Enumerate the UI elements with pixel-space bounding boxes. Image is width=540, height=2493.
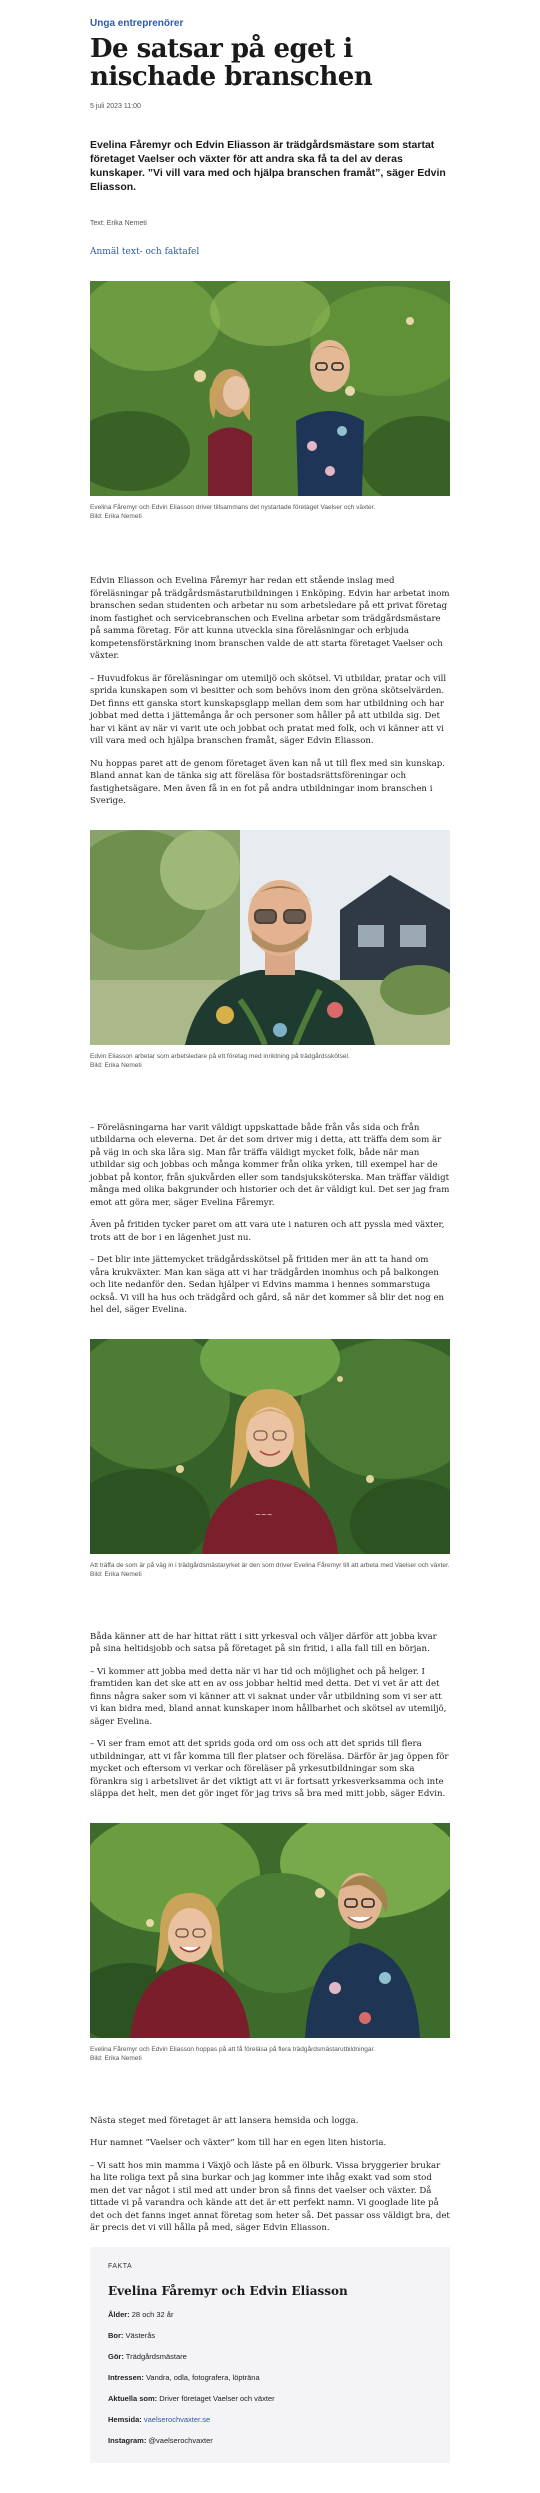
- report-error-link[interactable]: Anmäl text- och faktafel: [90, 247, 200, 257]
- figure-3: [90, 1339, 450, 1579]
- photo-woman-portrait[interactable]: [90, 1339, 450, 1554]
- article-lead: Evelina Fåremyr och Edvin Eliasson är trädgårdsmästare som startat företaget Vaelser och växter för att andra ska få ta del av deras kunskaper. ”Vi vill vara med och hjälpa branschen framåt”, säger Edvin Eliasson.: [90, 139, 446, 193]
- paragraph: Båda känner att de har hittat rätt i sitt yrkesval och väljer därför att jobba kvar på sina heltidsjobb och satsa på företaget på sin fritid, i alla fall till en början.: [90, 1631, 437, 1654]
- paragraph: – Vi satt hos min mamma i Växjö och läste på en ölburk. Vissa bryggerier brukar ha lite roliga text på sina burkar och jag kommer inte ihåg exakt vad som stod men det var något i stil med att under bron så finns det vaelser och växter. Då tittade vi på varandra och kände att det är ett perfekt namn. Vi googlade lite på det och det fanns inget annat företag som heter så. Det passar oss väldigt bra, det är precis det vi vill hålla på med, säger Edvin Eliasson.: [90, 2160, 450, 2233]
- paragraph: – Det blir inte jättemycket trädgårdsskötsel på fritiden mer än att ta hand om våra krukväxter. Man kan säga att vi har trädgården inomhus och på balkongen och lite nedanför den. Sedan hjälper vi Edvins mamma i hennes sommarstuga också. Vi vill ha hus och trädgård och gård, så när det kommer så blir det nog en hel del, säger Evelina.: [90, 1255, 445, 1315]
- byline: Text: Erika Nemeti: [90, 220, 147, 227]
- paragraph: Hur namnet ”Vaelser och växter” kom till har en egen liten historia.: [90, 2138, 387, 2148]
- article-body-section-3: [90, 1631, 450, 1801]
- publish-date: 5 juli 2023 11:00: [90, 103, 141, 110]
- facts-title: Evelina Fåremyr och Edvin Eliasson: [108, 2283, 348, 2298]
- figure-credit: Bild: Erika Nemeti: [90, 1570, 142, 1578]
- figure-4: [90, 1823, 450, 2063]
- paragraph: – Huvudfokus är föreläsningar om utemiljö och skötsel. Vi utbildar, pratar och vill sprida kunskapen som vi besitter och som behövs inom den gröna skötselvärden. Det finns ett ganska stort kunskapsglapp mellan dem som har utbildning och har jobbat med detta i jättemånga år och personer som håller på att utbilda sig. Det har vi känt av när vi varit ute och jobbat och pratat med folk, och vi känner att vi vill vara med och hjälpa branschen framåt, säger Edvin Eliasson.: [90, 673, 447, 746]
- figure-credit: Bild: Erika Nemeti: [90, 513, 142, 520]
- fact-interests: [108, 2373, 432, 2382]
- facts-box: [90, 2247, 450, 2463]
- fact-value: Västerås: [125, 2330, 156, 2340]
- paragraph: – Föreläsningarna har varit väldigt uppskattade både från vås sida och från utbildarna och eleverna. Det är det som driver mig i detta, att träffa dem som är på väg in och ska låra sig. Man får träffa väldigt mycket folk, både när man utbildar sig och jobbas och många kommer från olika yrken, till exempel har de jobbat på kontor, från sjukvården eller som tandsjuksköterska. Man träffar väldigt många med olika bakgrunder och historier och det är väldigt kul. Det ser jag fram emot att göra mer, säger Evelina Fåremyr.: [90, 1122, 450, 1208]
- fact-value: Driver företaget Vaelser och växter: [159, 2393, 275, 2403]
- fact-age: [108, 2310, 432, 2319]
- fact-lives: [108, 2331, 432, 2340]
- photo-man-portrait[interactable]: [90, 830, 450, 1045]
- fact-instagram: [108, 2436, 432, 2445]
- photo-two-people-laughing[interactable]: [90, 1823, 450, 2038]
- fact-value: @vaelserochvaxter: [148, 2435, 213, 2445]
- svg-text:~~~: ~~~: [255, 1510, 273, 1519]
- figure-caption: Edvin Eliasson arbetar som arbetsledare på ett företag med inriktning på trädgårdsskötsel.: [90, 1052, 350, 1060]
- photo-two-people-garden[interactable]: [90, 281, 450, 496]
- paragraph: – Vi kommer att jobba med detta när vi har tid och möjlighet och på helger. I framtiden kan det ske att en av oss jobbar heltid med detta. Det vi vet är att det finns några saker som vi känner att vi saknat under vår utbildning som vi ser att vi kan bidra med, bland annat kunskaper inom hållbarhet och skötsel av utemiljö, säger Evelina.: [90, 1666, 447, 1727]
- fact-value: 28 och 32 år: [131, 2309, 174, 2319]
- fact-occupation: [108, 2352, 432, 2361]
- figure-caption: Evelina Fåremyr och Edvin Eliasson hoppas på att få föreläsa på flera trädgårdsmästarutbildningar.: [90, 2045, 376, 2053]
- website-link[interactable]: vaelserochvaxter.se: [143, 2414, 211, 2424]
- fact-website: [108, 2415, 432, 2424]
- fact-key: Instagram:: [108, 2435, 147, 2445]
- paragraph: – Vi ser fram emot att det sprids goda ord om oss och att det sprids till flera utbildningar, att vi får komma till fler platser och föreläsa. Därför är jag öppen för mycket och eftersom vi verkar och föreläser på yrkesutbildningar som ska förankra sig i arbetslivet är det viktigt att vi är fortsatt yrkesverksamma och inte släppa det helt, men det gör inget för jag trivs så bra med mitt jobb, säger Edvin.: [90, 1739, 449, 1799]
- paragraph: Nästa steget med företaget är att lansera hemsida och logga.: [90, 2115, 359, 2126]
- fact-value: Trädgårdsmästare: [125, 2351, 187, 2361]
- fact-value: Vandra, odla, fotografera, löpträna: [145, 2372, 260, 2382]
- paragraph: Nu hoppas paret att de genom företaget även kan nå ut till flex med sin kunskap. Bland annat kan de tänka sig att föreläsa för bostadsrättsföreningar och fastighetsägare. Men även få in en fot på andra utbildningar inom branschen i Sverige.: [90, 758, 445, 806]
- fact-key: Gör:: [108, 2351, 124, 2361]
- figure-2: [90, 830, 450, 1070]
- fact-key: Hemsida:: [108, 2414, 142, 2424]
- article-title: De satsar på eget i nischade branschen: [90, 34, 373, 92]
- fact-current: [108, 2394, 432, 2403]
- fact-key: Aktuella som:: [108, 2393, 158, 2403]
- article-body-section-4: [90, 2115, 450, 2235]
- article-body-section-2: [90, 1122, 450, 1317]
- article-body-section-1: [90, 575, 450, 808]
- figure-credit: Bild: Erika Nemeti: [90, 1061, 142, 1069]
- facts-label: FAKTA: [108, 2262, 133, 2270]
- figure-credit: Bild: Erika Nemeti: [90, 2054, 142, 2062]
- article-kicker[interactable]: Unga entreprenörer: [90, 18, 184, 29]
- figure-caption: Att träffa de som är på väg in i trädgårdsmästaryrket är den som driver Evelina Fåremyr till att arbeta med Vaelser och växter.: [90, 1561, 450, 1569]
- figure-caption: Evelina Fåremyr och Edvin Eliasson driver tillsammans det nystartade företaget Vaelser och växter.: [90, 504, 376, 511]
- fact-key: Bor:: [108, 2330, 124, 2340]
- fact-key: Ålder:: [108, 2309, 130, 2319]
- paragraph: Även på fritiden tycker paret om att vara ute i naturen och att pyssla med växter, trots att de bor i en lägenhet just nu.: [90, 1220, 445, 1243]
- figure-1: [90, 281, 450, 521]
- paragraph: Edvin Eliasson och Evelina Fåremyr har redan ett stående inslag med föreläsningar på trädgårdsmästarutbildningen i Enköping. Edvin har arbetat inom branschen sedan studenten och arbetar nu som arbetsledare på ett privat företag inom fastighet och servicebranschen och Evelina arbetar som trädgårdsmästare på samma företag. För att kunna utveckla sina föreläsningar och erbjuda kompetensförstärkning inom branschen valde de att starta företaget Vaelser och växter.: [90, 576, 450, 661]
- fact-key: Intressen:: [108, 2372, 144, 2382]
